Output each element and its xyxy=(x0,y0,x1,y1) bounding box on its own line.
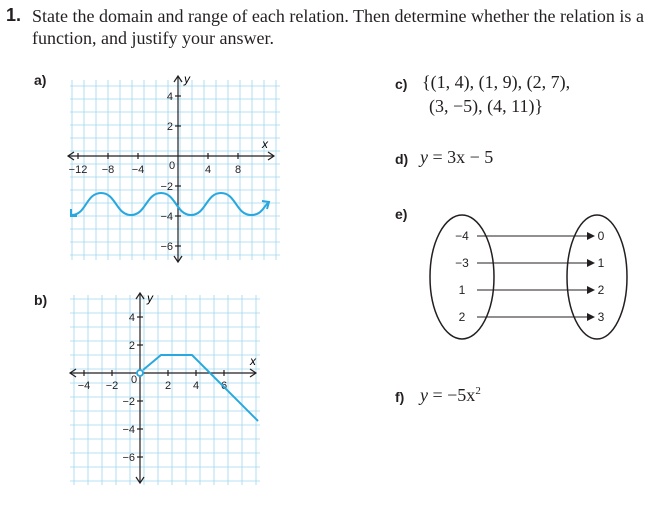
part-a-x-tick: 4 xyxy=(204,164,212,176)
part-e-domain-value: 1 xyxy=(458,283,466,297)
part-d-rhs: = 3x − 5 xyxy=(428,147,494,167)
part-b-x-tick: −2 xyxy=(105,380,119,392)
part-a-y-tick: −6 xyxy=(160,241,173,253)
part-b-y-tick: −4 xyxy=(122,424,135,436)
part-a-y-tick: −2 xyxy=(160,181,173,193)
part-d-var: y xyxy=(420,147,428,167)
part-c-set-line-2: (3, −5), (4, 11)} xyxy=(429,96,544,116)
part-e-arrowhead xyxy=(587,232,595,240)
part-c-set-line-1: {(1, 4), (1, 9), (2, 7), xyxy=(422,72,571,92)
part-a-graph xyxy=(60,70,290,270)
part-a-y-tick: −4 xyxy=(160,211,173,223)
part-e-range-value: 1 xyxy=(597,256,605,270)
part-b-y-tick: −6 xyxy=(122,452,135,464)
part-a-x-tick: −8 xyxy=(101,164,115,176)
part-f-var: y xyxy=(420,385,428,405)
part-e-domain-value: −3 xyxy=(455,256,469,270)
part-b-x-tick: 6 xyxy=(220,380,228,392)
part-f-exponent: 2 xyxy=(475,385,481,397)
part-e-arrowhead xyxy=(587,286,595,294)
part-f-equation xyxy=(420,385,481,406)
part-a-label: a) xyxy=(34,72,47,88)
part-d-label: d) xyxy=(395,151,409,167)
part-b-x-axis-label: x xyxy=(250,354,256,368)
part-b-x-tick: −4 xyxy=(77,380,91,392)
part-b-y-tick: −2 xyxy=(122,396,135,408)
part-b-y-tick: 4 xyxy=(128,312,135,324)
part-e-mapping-diagram xyxy=(415,210,635,345)
part-b-x-tick: 4 xyxy=(192,380,200,392)
part-e-range-value: 2 xyxy=(597,283,605,297)
part-a-x-tick: 0 xyxy=(168,160,176,172)
part-b-y-axis-label: y xyxy=(147,291,153,305)
part-c-label: c) xyxy=(395,76,408,92)
part-d-equation xyxy=(420,147,493,168)
part-b-x-tick: 2 xyxy=(164,380,172,392)
part-b-label: b) xyxy=(34,292,48,308)
part-a-y-tick: 2 xyxy=(166,121,173,133)
question-number: 1. xyxy=(6,5,22,25)
part-b-y-tick: 2 xyxy=(128,340,135,352)
part-f-rhs: = −5x xyxy=(428,385,476,405)
part-a-y-tick: 4 xyxy=(166,91,173,103)
part-f-label: f) xyxy=(395,389,405,405)
part-a-x-axis-label: x xyxy=(262,137,268,151)
part-b-graph xyxy=(60,285,270,495)
part-a-y-axis-label: y xyxy=(184,72,190,86)
part-a-x-tick: 8 xyxy=(234,164,242,176)
question-text: State the domain and range of each relation. Then determine whether the relation is a function, and justify your answer. xyxy=(32,6,644,48)
part-b-open-endpoint xyxy=(137,370,143,376)
part-e-range-value: 3 xyxy=(597,310,605,324)
part-e-domain-value: 2 xyxy=(458,310,466,324)
part-e-domain-value: −4 xyxy=(455,229,469,243)
part-e-arrowhead xyxy=(587,259,595,267)
part-e-range-value: 0 xyxy=(597,229,605,243)
part-e-arrowhead xyxy=(587,313,595,321)
part-b-x-tick: 0 xyxy=(130,374,138,386)
part-e-label: e) xyxy=(395,206,408,222)
part-a-x-tick: −12 xyxy=(68,164,88,176)
part-a-x-tick: −4 xyxy=(131,164,145,176)
